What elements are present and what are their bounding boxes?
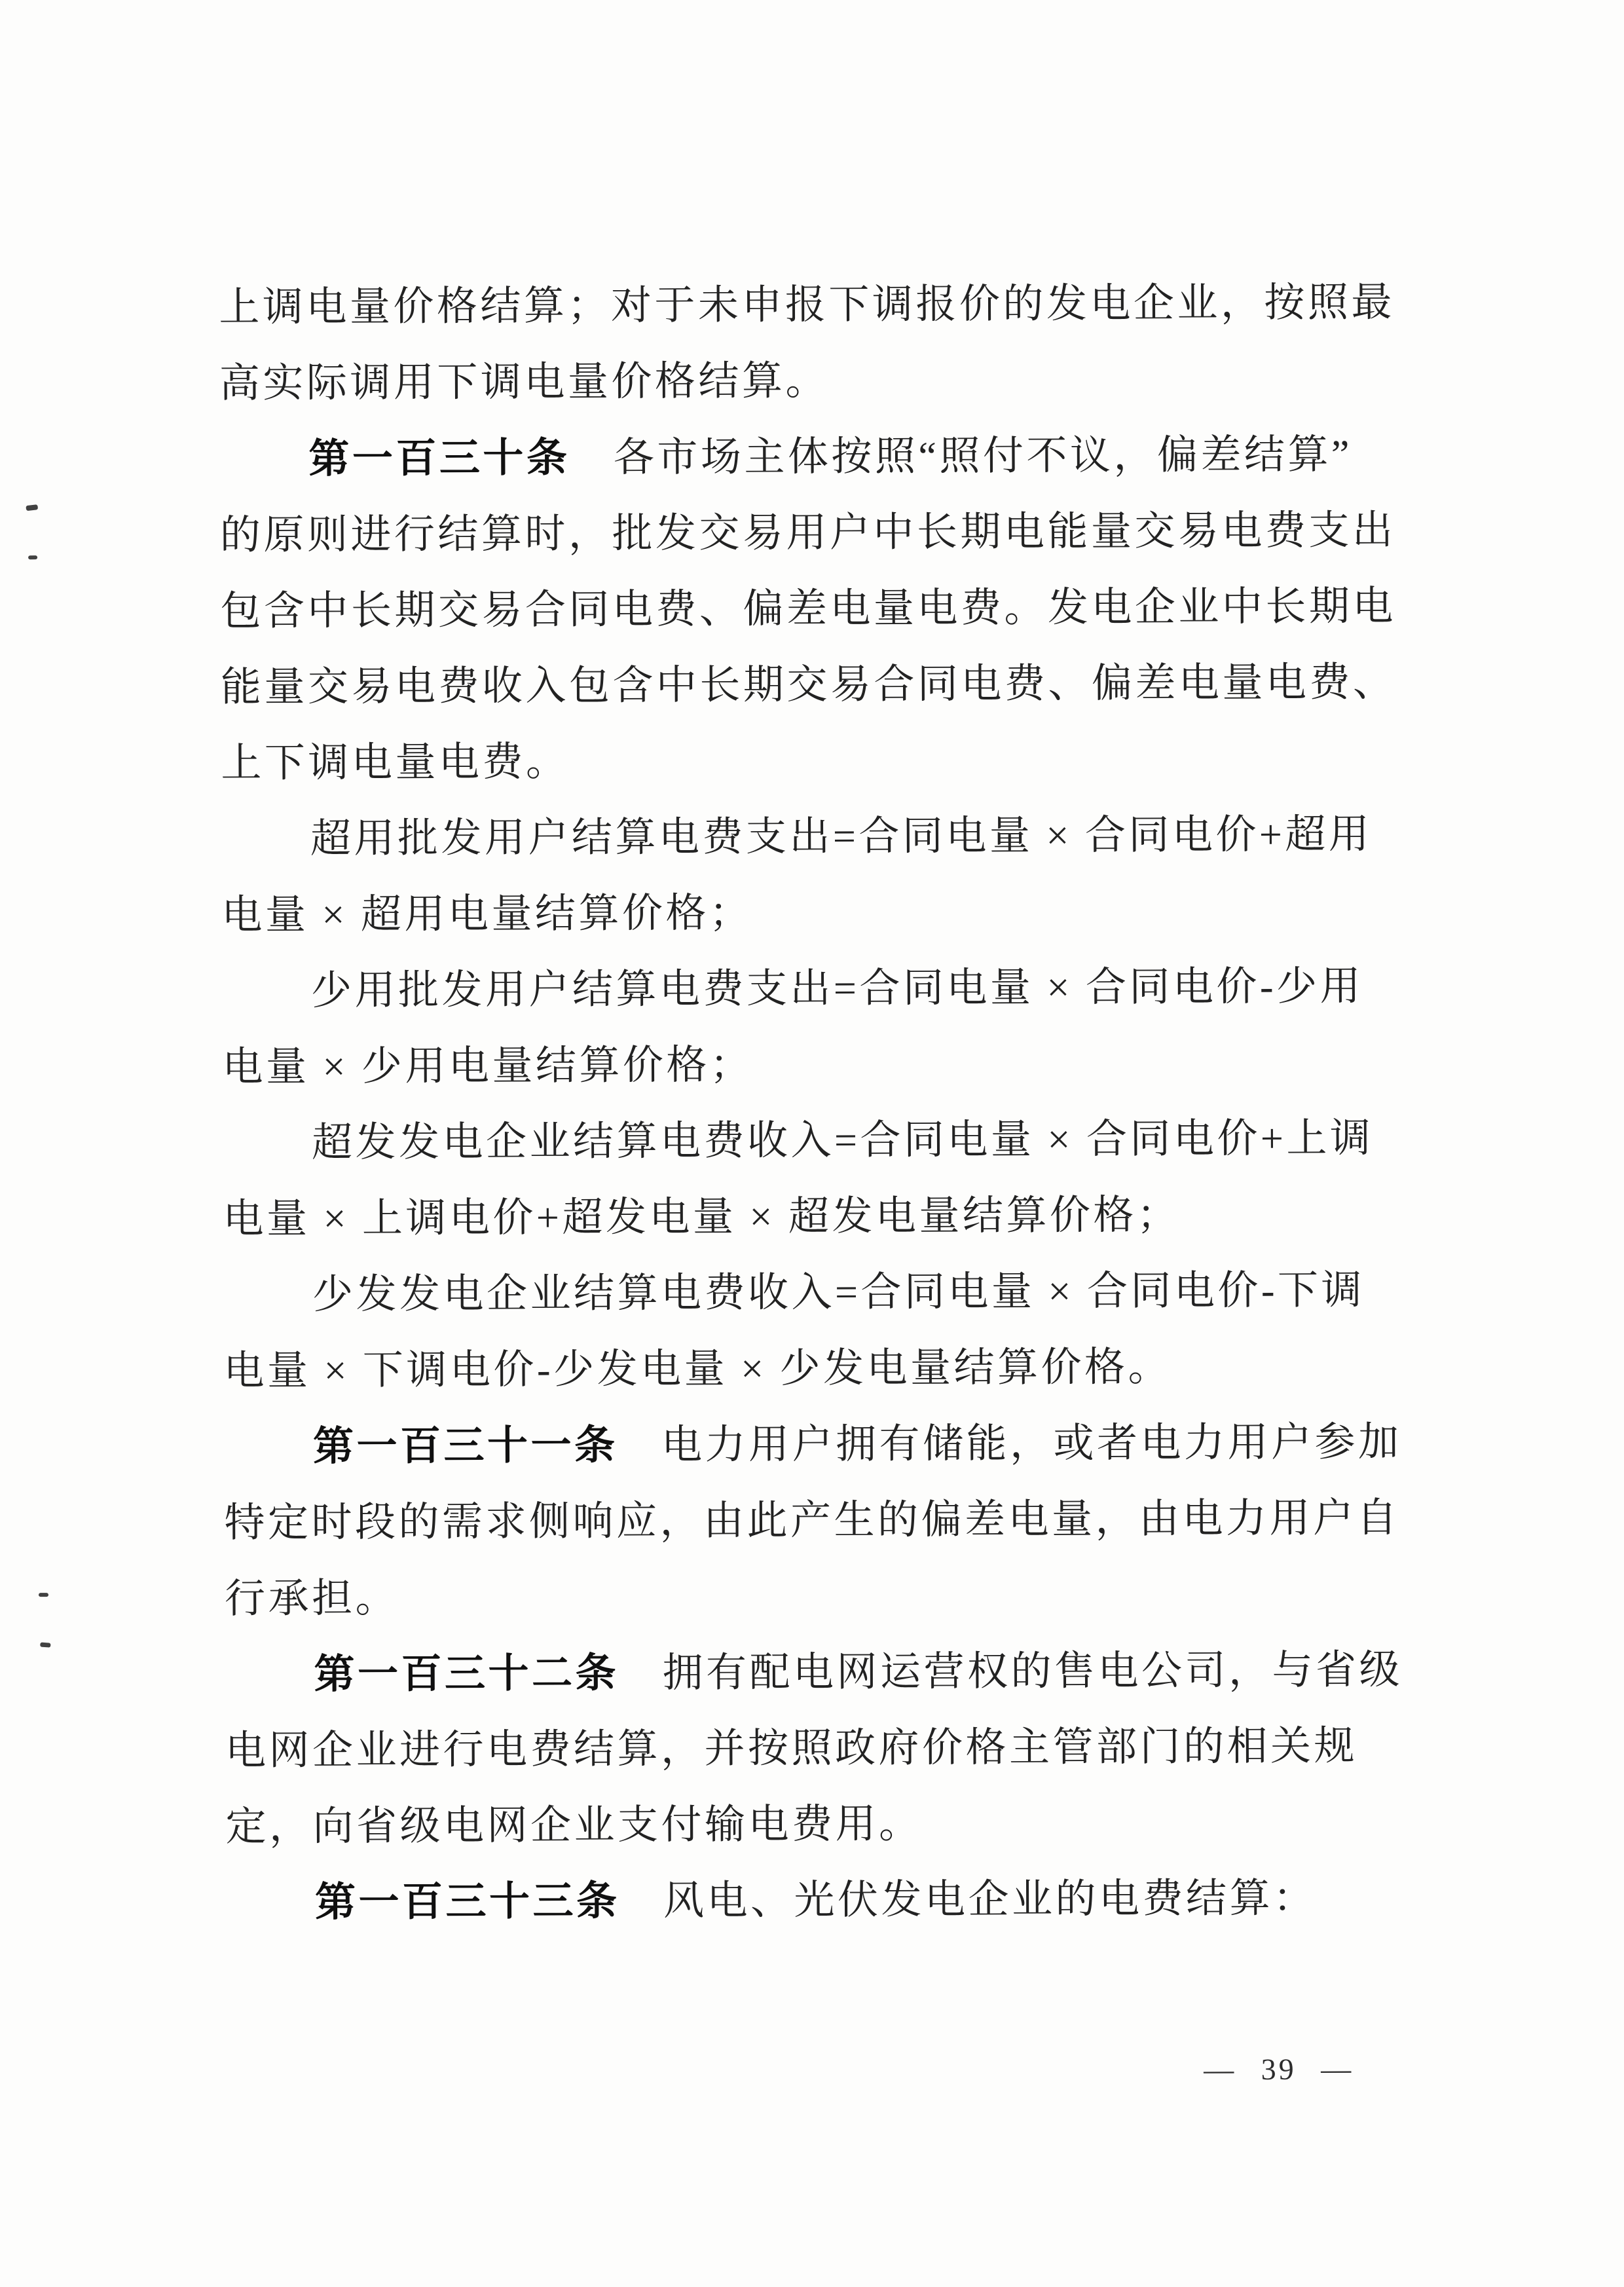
text-line (221, 644, 1409, 726)
article-number: 第一百三十一条 (312, 1423, 618, 1470)
text-line (222, 948, 1411, 1030)
text-segment: 行承担。 (224, 1576, 399, 1622)
text-line (219, 341, 1408, 422)
document-body (219, 265, 1414, 1941)
text-segment: 少发发电企业结算电费收入=合同电量 × 合同电价-下调 (312, 1268, 1365, 1318)
text-line (219, 265, 1407, 346)
text-line (220, 568, 1409, 650)
text-segment: 特定时段的需求侧响应，由此产生的偏差电量，由电力用户自 (224, 1496, 1401, 1546)
text-segment: 包含中长期交易合同电费、偏差电量电费。发电企业中长期电 (220, 584, 1397, 634)
text-line (223, 1100, 1411, 1181)
text-segment: 能量交易电费收入包含中长期交易合同电费、偏差电量电费、 (220, 660, 1397, 710)
page-number: — 39 — (1204, 2052, 1354, 2087)
text-segment: 电力用户拥有储能，或者电力用户参加 (618, 1420, 1402, 1468)
text-line (226, 1860, 1414, 1941)
article-number: 第一百三十二条 (314, 1651, 619, 1698)
text-segment: 风电、光伏发电企业的电费结算： (619, 1876, 1317, 1924)
text-segment: 上下调电量电费。 (221, 739, 570, 786)
text-segment: 电量 × 少用电量结算价格； (222, 1043, 754, 1090)
text-line (225, 1632, 1413, 1713)
text-line (220, 493, 1409, 574)
scan-mark (39, 1593, 48, 1597)
text-line (224, 1480, 1412, 1561)
article-number: 第一百三十条 (308, 436, 570, 482)
text-segment: 上调电量价格结算；对于未申报下调报价的发电企业，按照最 (219, 280, 1395, 330)
text-line (223, 1176, 1411, 1257)
text-segment: 电量 × 上调电价+超发电量 × 超发电量结算价格； (223, 1193, 1181, 1242)
text-segment: 电网企业进行电费结算，并按照政府价格主管部门的相关规 (225, 1724, 1358, 1774)
text-line (223, 1328, 1412, 1409)
text-line (221, 796, 1410, 878)
text-segment: 电量 × 下调电价-少发电量 × 少发电量结算价格。 (223, 1345, 1172, 1394)
text-line (223, 1252, 1412, 1333)
text-line (224, 1404, 1412, 1485)
text-segment: 的原则进行结算时，批发交易用户中长期电能量交易电费支出 (219, 508, 1396, 558)
text-line (221, 872, 1410, 954)
scan-mark (28, 555, 37, 559)
article-number: 第一百三十三条 (314, 1879, 620, 1925)
text-segment: 电量 × 超用电量结算价格； (221, 891, 753, 938)
text-line (225, 1708, 1414, 1789)
text-segment: 定，向省级电网企业支付输电费用。 (225, 1802, 923, 1850)
text-line (225, 1556, 1413, 1637)
text-line (221, 720, 1409, 802)
text-segment: 少用批发用户结算电费支出=合同电量 × 合同电价-少用 (310, 964, 1364, 1014)
text-segment: 超发发电企业结算电费收入=合同电量 × 合同电价+上调 (311, 1116, 1374, 1166)
text-line (222, 1024, 1411, 1106)
text-line (219, 417, 1408, 498)
text-segment: 拥有配电网运营权的售电公司，与省级 (618, 1648, 1403, 1696)
scan-mark (40, 1643, 50, 1648)
scan-mark (26, 504, 38, 511)
text-line (225, 1784, 1414, 1865)
text-segment: 超用批发用户结算电费支出=合同电量 × 合同电价+超用 (310, 812, 1373, 862)
text-segment: 高实际调用下调电量价格结算。 (219, 358, 830, 406)
text-segment: 各市场主体按照“照付不议，偏差结算” (570, 432, 1353, 481)
